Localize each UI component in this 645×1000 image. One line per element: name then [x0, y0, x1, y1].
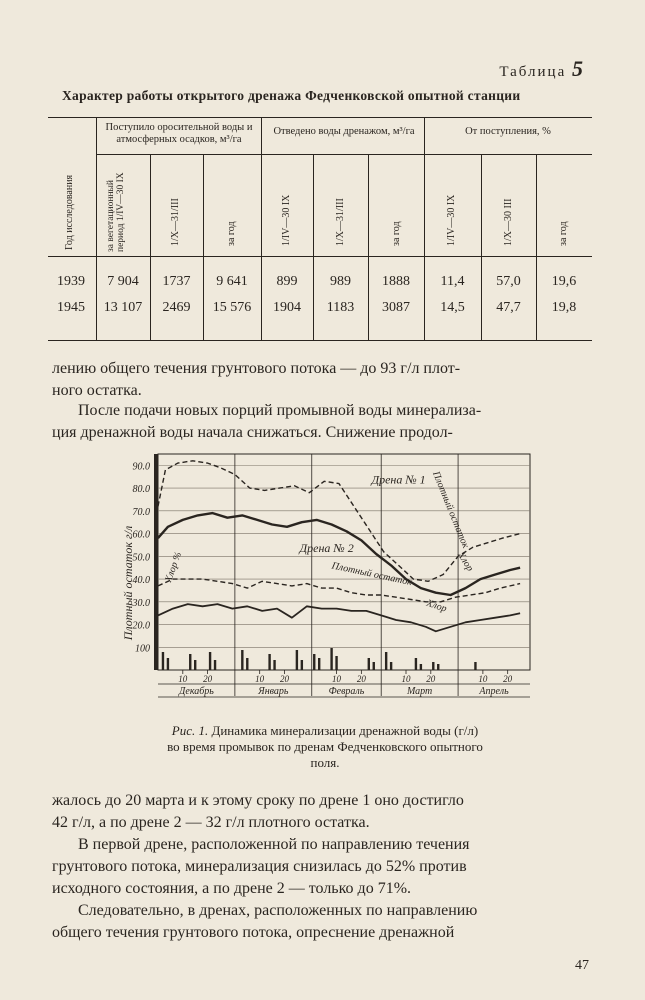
bar-mark — [167, 658, 169, 670]
header-sub-drained-3: за год — [391, 221, 402, 246]
y-tick-label: 70.0 — [132, 506, 150, 518]
series-line-4 — [158, 604, 520, 631]
table-cell: 19,6 — [551, 274, 577, 289]
bar-mark — [162, 652, 164, 670]
table-cell: 989 — [330, 274, 351, 289]
table-cell: 7 904 — [107, 274, 139, 289]
bar-mark — [373, 662, 375, 670]
text-line: жалось до 20 марта и к этому сроку по дрене 1 оно достигло — [52, 792, 464, 809]
header-drained: Отведено воды дренажом, м³/га — [273, 126, 415, 137]
text-line: 42 г/л, а по дрене 2 — 32 г/л плотного остатка. — [52, 814, 370, 831]
bar-mark — [415, 658, 417, 670]
bar-mark — [368, 658, 370, 670]
bar-mark — [273, 660, 275, 670]
text-line: ного остатка. — [52, 382, 142, 399]
table-label: Таблица 5 — [499, 56, 585, 81]
bar-mark — [390, 662, 392, 670]
y-tick-label: 40.0 — [132, 575, 150, 587]
x-day-label: 20 — [356, 674, 366, 684]
header-sub-percent-1: 1/IV—30 IX — [446, 194, 457, 246]
bar-mark — [330, 648, 332, 670]
series-label: Плотный остаток — [430, 469, 471, 550]
table-cell: 9 641 — [216, 274, 248, 289]
header-sub-drained-2: 1/X—31/III — [335, 198, 346, 246]
mineralization-chart — [118, 448, 538, 706]
caption-prefix: Рис. 1. — [171, 723, 209, 738]
y-tick-label: 30.0 — [132, 597, 150, 609]
paragraph-3 — [52, 790, 592, 834]
page-number: 47 — [575, 958, 589, 973]
y-axis-title: Плотный остаток г/л — [121, 525, 135, 641]
series-label: Хлор — [455, 550, 476, 574]
bar-mark — [241, 650, 243, 670]
series-line-2 — [158, 579, 520, 602]
paragraph-1 — [52, 358, 592, 402]
table-cell: 3087 — [382, 300, 410, 315]
text-line: общего течения грунтового потока, опреснение дренажной — [52, 924, 455, 941]
table-cell: 1737 — [162, 274, 191, 289]
header-sub-inflow-1: за вегетационный период 1/IV—30 IX — [106, 172, 126, 252]
series-label: Дрена № 1 — [371, 472, 426, 487]
x-day-label: 20 — [203, 674, 213, 684]
bar-mark — [246, 658, 248, 670]
table-cell: 2469 — [162, 300, 191, 315]
header-inflow: Поступило оросительной воды и атмосферных осадков, м³/га — [105, 122, 253, 145]
figure-caption — [100, 723, 550, 771]
bar-mark — [301, 660, 303, 670]
header-sub-inflow-3: за год — [226, 221, 237, 246]
bar-mark — [335, 656, 337, 670]
y-tick-label: 80.0 — [132, 484, 150, 496]
bar-mark — [318, 658, 320, 670]
table-cell: 11,4 — [440, 274, 465, 289]
table-cell: 14,5 — [440, 300, 465, 315]
header-sub-percent-3: за год — [558, 221, 569, 246]
x-day-label: 10 — [478, 674, 488, 684]
table-cell: 1904 — [273, 300, 301, 315]
table-number: 5 — [572, 56, 585, 81]
bar-mark — [437, 664, 439, 670]
header-sub-percent-2: 1/X—30 III — [503, 198, 514, 246]
bar-mark — [313, 654, 315, 670]
caption-line: поля. — [310, 755, 340, 770]
bar-mark — [296, 650, 298, 670]
bar-mark — [189, 654, 191, 670]
header-sub-inflow-2: 1/X—31/III — [170, 198, 181, 246]
y-tick-label: 90.0 — [132, 461, 150, 473]
text-line: ция дренажной воды начала снижаться. Снижение продол- — [52, 424, 453, 441]
header-percent: От поступления, % — [465, 126, 551, 137]
header-year: Год исследования — [64, 174, 75, 250]
table-cell: 57,0 — [496, 274, 521, 289]
y-tick-label: 20.0 — [132, 620, 150, 632]
x-day-label: 10 — [332, 674, 342, 684]
paragraph-2 — [52, 400, 592, 444]
bar-mark — [194, 660, 196, 670]
bar-mark — [474, 662, 476, 670]
chart-ruler — [154, 454, 158, 670]
x-day-label: 10 — [178, 674, 188, 684]
month-label: Апрель — [479, 686, 509, 697]
text-line: грунтового потока, минерализация снизилась до 52% против — [52, 858, 467, 875]
text-line: Следовательно, в дренах, расположенных по направлению — [78, 902, 478, 919]
row-1945-year: 1945 — [57, 300, 85, 315]
month-label: Декабрь — [179, 686, 214, 697]
paragraph-5 — [52, 900, 592, 944]
table-cell: 899 — [276, 274, 298, 289]
text-line: исходного состояния, а по дрене 2 — только до 71%. — [52, 880, 412, 897]
table-cell: 1888 — [382, 274, 410, 289]
table-cell: 19,8 — [551, 300, 577, 315]
caption-line: во время промывок по дренам Федченковского опытного — [167, 739, 483, 754]
bar-mark — [432, 662, 434, 670]
data-table — [48, 117, 592, 341]
bar-mark — [420, 664, 422, 670]
series-label: Дрена № 2 — [299, 540, 354, 555]
month-label: Март — [406, 686, 433, 697]
month-label: Январь — [258, 686, 289, 697]
paragraph-4 — [52, 834, 592, 900]
y-axis-title-chlorine: Хлор % — [163, 550, 185, 584]
text-line: В первой дрене, расположенной по направлению течения — [78, 836, 470, 853]
table-cell: 47,7 — [496, 300, 521, 315]
x-day-label: 10 — [255, 674, 265, 684]
row-1939-year: 1939 — [57, 274, 85, 289]
month-label: Февраль — [328, 686, 365, 697]
table-cell: 13 107 — [103, 300, 143, 315]
x-day-label: 10 — [401, 674, 411, 684]
bar-mark — [268, 654, 270, 670]
y-tick-label: 60.0 — [132, 529, 150, 541]
y-tick-label: 50.0 — [132, 552, 150, 564]
bar-mark — [209, 652, 211, 670]
x-day-label: 20 — [279, 674, 289, 684]
table-cell: 1183 — [326, 300, 355, 315]
x-day-label: 20 — [426, 674, 436, 684]
y-tick-label: 100 — [135, 643, 150, 655]
bar-mark — [214, 660, 216, 670]
series-label: Хлор — [425, 597, 449, 615]
header-sub-drained-1: 1/IV—30 IX — [281, 194, 292, 246]
table-title: Характер работы открытого дренажа Федченковской опытной станции — [62, 88, 521, 103]
text-line: лению общего течения грунтового потока — до 93 г/л плот- — [52, 360, 461, 377]
table-cell: 15 576 — [212, 300, 252, 315]
caption-line: Динамика минерализации дренажной воды (г/л) — [211, 723, 479, 738]
x-day-label: 20 — [503, 674, 513, 684]
text-line: После подачи новых порций промывной воды минерализа- — [78, 402, 482, 419]
bar-mark — [385, 652, 387, 670]
series-label: Плотный остаток — [330, 560, 413, 589]
